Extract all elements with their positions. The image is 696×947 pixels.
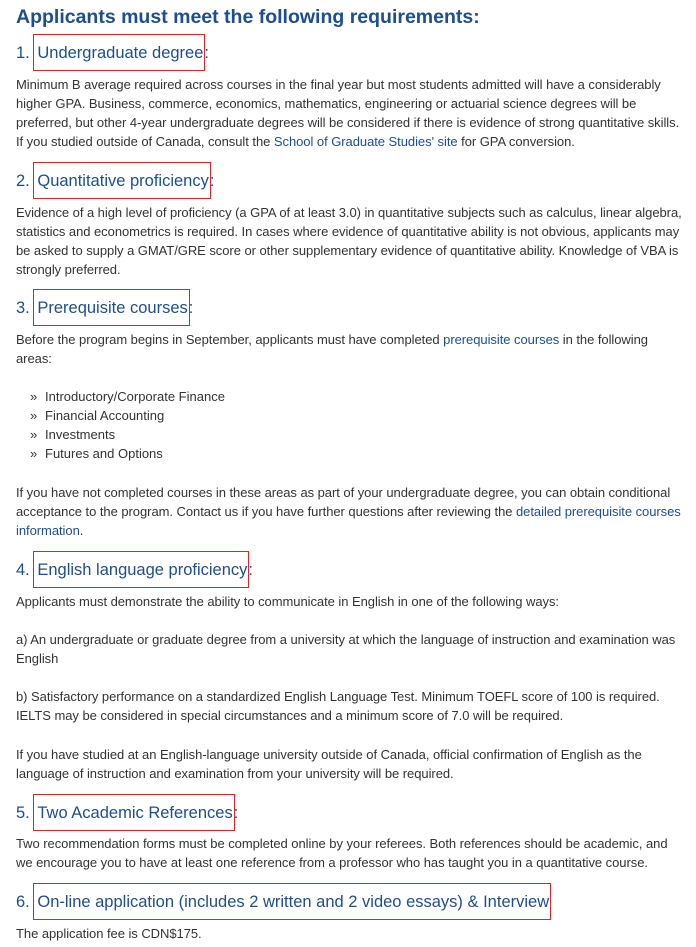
section-title-highlighted: English language proficiency [34,552,248,587]
section-number: 1. [16,44,30,62]
prerequisite-courses-link[interactable]: prerequisite courses [443,332,560,347]
section-title-highlighted: Prerequisite courses [34,290,188,325]
prerequisite-courses-intro-paragraph: Before the program begins in September, applicants must have completed prerequisite courses in the following areas: [16,332,648,366]
page-title: Applicants must meet the following requirements: [16,6,480,28]
section-number: 4. [16,561,30,579]
list-item: » Financial Accounting [30,408,165,423]
section-number: 6. [16,893,30,911]
prerequisite-courses-conditional-paragraph: If you have not completed courses in these areas as part of your undergraduate degree, you can obtain conditional acceptance to the program. Contact us if you have further questions after reviewing the detailed prerequisite courses information. [16,485,681,538]
english-proficiency-option-b: b) Satisfactory performance on a standardized English Language Test. Minimum TOEFL score of 100 is required. IELTS may be considered in special circumstances and a minimum score of 7.0 will be required. [16,689,660,723]
section-number: 3. [16,299,30,317]
quantitative-proficiency-paragraph: Evidence of a high level of proficiency (a GPA of at least 3.0) in quantitative subjects such as calculus, linear algebra, statistics and econometrics is required. In cases where evidence of quantitative ability is not obvious, applicants may be asked to supply a GMAT/GRE score or other supplementary evidence of quantitative ability. Knowledge of VBA is strongly preferred. [16,205,682,277]
list-item: » Investments [30,427,116,442]
section-number: 5. [16,804,30,822]
list-item: » Futures and Options [30,446,163,461]
section-title-highlighted: Quantitative proficiency [34,163,210,198]
section-heading-english-language-proficiency: 4. English language proficiency: [16,561,253,580]
list-item: » Introductory/Corporate Finance [30,389,225,404]
section-heading-two-academic-references: 5. Two Academic References: [16,804,238,823]
english-proficiency-intro-paragraph: Applicants must demonstrate the ability to communicate in English in one of the following ways: [16,594,559,609]
section-number: 2. [16,172,30,190]
english-proficiency-option-a: a) An undergraduate or graduate degree from a university at which the language of instruction and examination was English [16,632,676,666]
detailed-prerequisite-courses-link[interactable]: detailed prerequisite courses information [16,504,681,538]
section-title-highlighted: Two Academic References [34,795,233,830]
bullet-marker: » [30,427,38,442]
academic-references-paragraph: Two recommendation forms must be completed online by your referees. Both references should be academic, and we encourage you to have at least one reference from a professor who has taught you in a quantitative course. [16,836,668,870]
section-title-highlighted: Undergraduate degree [34,35,204,70]
section-title-highlighted: On-line application (includes 2 written and 2 video essays) & Interview [34,884,550,919]
application-fee-text: The application fee is CDN$175. [16,926,202,941]
section-heading-quantitative-proficiency: 2. Quantitative proficiency: [16,172,214,191]
section-heading-prerequisite-courses: 3. Prerequisite courses: [16,299,193,318]
section-heading-undergraduate-degree: 1. Undergraduate degree: [16,44,209,63]
prerequisite-courses-list [30,387,225,463]
bullet-marker: » [30,446,38,461]
bullet-marker: » [30,408,38,423]
bullet-marker: » [30,389,38,404]
school-of-graduate-studies-link[interactable]: School of Graduate Studies' site [273,134,458,149]
english-proficiency-outside-canada-paragraph: If you have studied at an English-language university outside of Canada, official confirmation of English as the language of instruction and examination from your university will be required. [16,747,642,781]
undergraduate-degree-paragraph: Minimum B average required across courses in the final year but most students admitted will have a considerably higher GPA. Business, commerce, economics, mathematics, engineering or actuarial science degrees will be preferred, but other 4-year undergraduate degrees will be considered if there is evidence of strong quantitative skills. If you studied outside of Canada, consult the School of Graduate Studies' site for GPA conversion. [16,77,680,149]
section-heading-online-application [16,893,550,912]
